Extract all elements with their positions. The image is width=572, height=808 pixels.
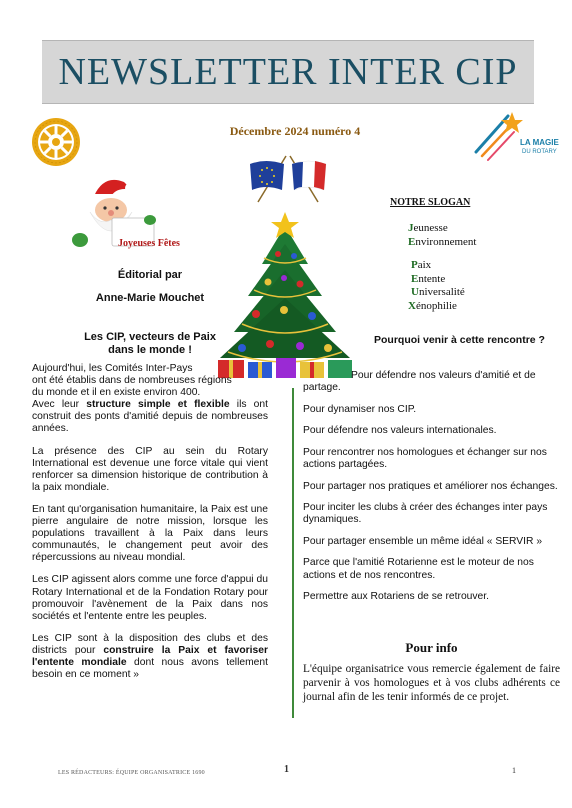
slogan-word (411, 259, 476, 273)
slogan-word (411, 273, 476, 287)
info-text: L'équipe organisatrice vous remercie également de faire parvenir à vos homologues et à vos clubs adhérents ce journal afin de les tenir informés de ce projet. (303, 663, 560, 704)
why-item: Pour inciter les clubs à créer des échanges inter pays dynamiques. (303, 502, 548, 526)
editorial-author: Anne-Marie Mouchet (95, 292, 205, 304)
editorial-text: Les CIP sont à la disposition des clubs et des districts pour (32, 632, 268, 656)
editorial-body (32, 363, 268, 691)
magie-logo-line2: DU ROTARY (522, 149, 557, 155)
footer-editors: LES RÉDACTEURS: ÉQUIPE ORGANISATRICE 1690 (58, 770, 205, 776)
editorial-title: Éditorial par (117, 269, 183, 281)
editorial-line: Aujourd'hui, les Comités Inter-Pays (32, 363, 193, 374)
editorial-paragraph: Les CIP agissent alors comme une force d'appui du Rotary International et de la Fondation Rotary pour promouvoir l'avènement de la Paix dans nos sociétés et l'entente entre les peuples. (32, 574, 268, 622)
title-banner (42, 40, 534, 104)
slogan-initial: U (411, 286, 419, 298)
footer-page-number-right: 1 (512, 766, 516, 775)
slogan-initial: P (411, 259, 418, 271)
why-item: Pour partager nos pratiques et améliorer nos échanges. (303, 480, 558, 492)
slogan-word (408, 300, 476, 314)
slogan-word (411, 286, 476, 300)
why-item: Pour défendre nos valeurs d'amitié et de partage. (303, 370, 536, 394)
info-title: Pour info (405, 640, 458, 655)
slogan-initial: E (411, 272, 419, 285)
slogan-initial: J (408, 222, 414, 234)
editorial-line: ont été établis dans de nombreuses régions (32, 375, 232, 387)
issue-date: Décembre 2024 numéro 4 (229, 124, 361, 138)
slogan-acrostic (408, 222, 476, 313)
editorial-paragraph: La présence des CIP au sein du Rotary International est devenue une force vitale qui vient renforcer sa dimension historique de contribution à la paix mondiale. (32, 445, 268, 493)
newsletter-title: NEWSLETTER INTER CIP (58, 51, 518, 93)
editorial-paragraph (32, 633, 268, 681)
santa-caption: Joyeuses Fêtes (118, 238, 180, 249)
editorial-paragraph: En tant qu'organisation humanitaire, la Paix est une pierre angulaire de notre mission, lorsque les populations travaillent à la Paix dans leurs communautés, le changement peut avoir des répercussions au niveau mondial. (32, 503, 268, 564)
editorial-line: du monde et il en existe environ 400. (32, 387, 201, 399)
why-item: Pour défendre nos valeurs internationales. (303, 425, 497, 437)
editorial-text: Avec leur (32, 399, 87, 411)
slogan-rest: nvironnement (415, 235, 477, 248)
editorial-paragraph (32, 363, 268, 399)
eu-france-flags-icon (248, 152, 328, 204)
editorial-emphasis: construire la Paix et favoriser l'entente mondiale (32, 644, 268, 668)
slogan-word (408, 236, 476, 250)
slogan-rest: aix (417, 259, 432, 271)
editorial-text: ils ont construit des ponts d'amitié depuis de nombreuses années. (32, 399, 268, 435)
footer-page-number: 1 (284, 764, 289, 775)
slogan-rest: eunesse (413, 222, 448, 234)
editorial-emphasis: structure simple et flexible (86, 399, 230, 411)
slogan-rest: énophilie (415, 299, 457, 312)
why-title: Pourquoi venir à cette rencontre ? (374, 334, 545, 346)
slogan-word (408, 222, 476, 236)
why-item: Parce que l'amitié Rotarienne est le moteur de nos actions et de nos rencontres. (303, 557, 534, 581)
editorial-heading (40, 331, 260, 357)
editorial-heading-line: Les CIP, vecteurs de Paix (84, 331, 216, 343)
why-item: Pour rencontrer nos homologues et échanger sur nos actions partagées. (303, 446, 547, 470)
rotary-wheel-icon (30, 116, 82, 168)
slogan-rest: ntente (418, 272, 446, 285)
why-list (303, 370, 560, 613)
why-item: Permettre aux Rotariens de se retrouver. (303, 591, 490, 603)
slogan-initial: X (408, 299, 416, 312)
slogan-initial: E (408, 235, 416, 248)
editorial-heading-line: dans le monde ! (108, 344, 192, 356)
why-item: Pour dynamiser nos CIP. (303, 403, 417, 415)
editorial-paragraph (32, 399, 268, 435)
magie-logo-line1: LA MAGIE (520, 138, 559, 147)
editorial-text: dont nous avons tellement besoin en ce moment » (32, 656, 268, 681)
slogan-title: NOTRE SLOGAN (390, 197, 471, 208)
slogan-rest: niversalité (418, 286, 465, 298)
column-divider (292, 388, 294, 718)
why-item: Pour partager ensemble un même idéal « SERVIR » (303, 535, 543, 547)
